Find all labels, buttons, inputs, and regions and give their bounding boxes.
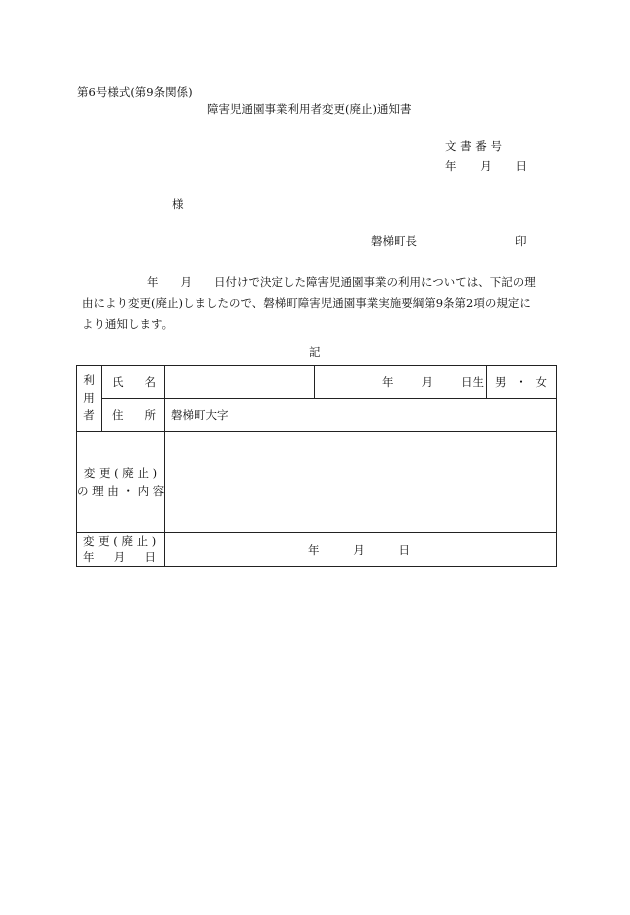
header-date-day: 日	[515, 159, 527, 173]
body-text	[82, 272, 552, 335]
name-label-2: 名	[144, 375, 156, 389]
dob-year: 年	[382, 375, 394, 389]
gender-dot: ・	[515, 375, 527, 389]
change-date-label-cell	[77, 533, 165, 567]
seal-mark: 印	[515, 234, 527, 248]
sender-name: 磐梯町長	[371, 234, 417, 248]
user-label-char-2: 用	[83, 390, 95, 405]
user-label-char-1: 利	[83, 372, 95, 387]
name-value-cell[interactable]	[165, 366, 315, 399]
note-heading: 記	[309, 345, 321, 359]
change-date-value-cell[interactable]	[165, 533, 557, 567]
form-number: 第6号様式(第9条関係)	[77, 85, 193, 99]
change-date-day: 日	[398, 542, 410, 557]
user-label-cell	[77, 366, 102, 432]
user-label-char-3: 者	[83, 408, 95, 423]
document-number-text: 文 書 番 号	[445, 139, 502, 153]
change-date-label-year: 年	[83, 549, 95, 564]
body-year: 年	[147, 275, 159, 289]
name-label-1: 氏	[112, 375, 124, 389]
reason-value-cell[interactable]	[165, 432, 557, 533]
dob-month: 月	[421, 375, 433, 389]
body-line-2: 由により変更(廃止)しましたので、磐梯町障害児通園事業実施要綱第9条第2項の規定に	[82, 296, 531, 310]
reason-label-cell	[77, 432, 165, 533]
header-date	[445, 161, 527, 173]
body-line-1	[87, 272, 552, 293]
change-date-row	[77, 533, 557, 567]
gender-cell[interactable]	[487, 366, 557, 399]
address-label-cell	[102, 399, 165, 432]
dob-cell[interactable]	[315, 366, 487, 399]
reason-row	[77, 432, 557, 533]
name-label-cell	[102, 366, 165, 399]
reason-label-line-1: 変 更 ( 廃 止 )	[83, 465, 158, 480]
name-row	[77, 366, 557, 399]
gender-female: 女	[535, 375, 547, 389]
gender-male: 男	[495, 375, 507, 389]
dob-day: 日生	[461, 375, 484, 389]
reason-label-line-2: の 理 由 ・ 内 容	[77, 484, 165, 498]
header-date-year: 年	[445, 159, 457, 173]
address-value-cell[interactable]: 磐梯町大字	[165, 399, 557, 432]
change-date-label-day: 日	[144, 549, 156, 564]
change-date-label-line-1: 変 更 ( 廃 止 )	[83, 533, 157, 548]
address-label-2: 所	[144, 408, 156, 422]
body-month: 月	[180, 275, 192, 289]
addressee-suffix: 様	[172, 197, 184, 211]
document-title: 障害児通園事業利用者変更(廃止)通知書	[207, 102, 412, 116]
header-date-month: 月	[480, 159, 492, 173]
body-line-3: より通知します。	[82, 317, 174, 331]
address-label-1: 住	[112, 408, 124, 422]
body-line-1-rest: 日付けで決定した障害児通園事業の利用については、下記の理	[214, 275, 536, 289]
change-date-month: 月	[353, 542, 365, 557]
notification-table	[76, 365, 557, 567]
address-row	[77, 399, 557, 432]
document-number-label	[445, 141, 527, 153]
change-date-year: 年	[308, 542, 320, 557]
change-date-label-line-2	[77, 550, 164, 566]
change-date-label-month: 月	[113, 549, 126, 564]
